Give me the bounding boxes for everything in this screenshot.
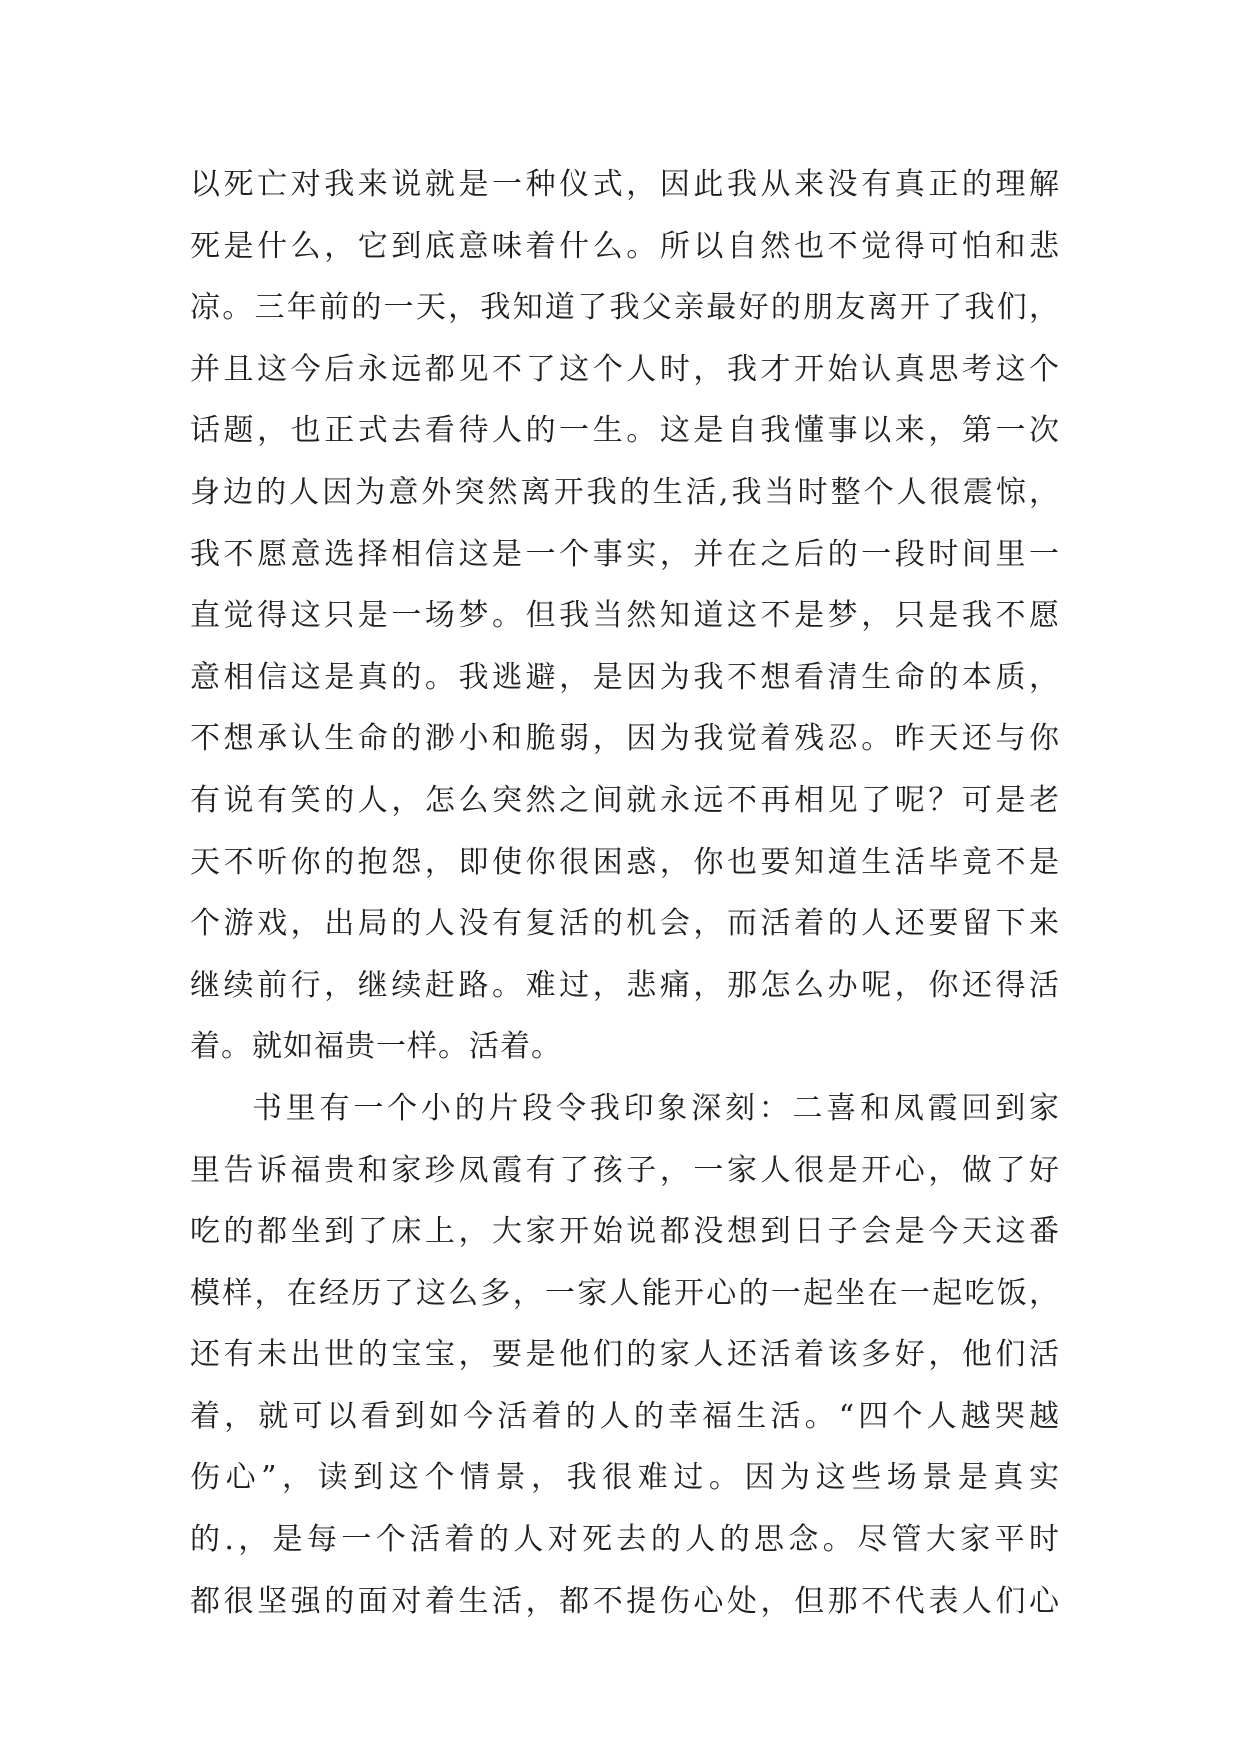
text-line: 死是什么，它到底意味着什么。所以自然也不觉得可怕和悲	[190, 228, 1060, 264]
text-line: 直觉得这只是一场梦。但我当然知道这不是梦，只是我不愿	[190, 598, 1060, 634]
paragraph-2	[190, 1078, 1060, 1632]
text-line: 不想承认生命的渺小和脆弱，因为我觉着残忍。昨天还与你	[190, 721, 1060, 757]
text-line: 的.，是每一个活着的人对死去的人的思念。尽管大家平时	[190, 1522, 1060, 1558]
text-line: 模样，在经历了这么多，一家人能开心的一起坐在一起吃饭，	[190, 1275, 1060, 1311]
document-page	[190, 154, 1060, 1632]
text-line: 意相信这是真的。我逃避，是因为我不想看清生命的本质，	[190, 659, 1060, 695]
text-line: 有说有笑的人，怎么突然之间就永远不再相见了呢？可是老	[190, 782, 1060, 818]
text-line: 天不听你的抱怨，即使你很困惑，你也要知道生活毕竟不是	[190, 844, 1060, 880]
text-line: 吃的都坐到了床上，大家开始说都没想到日子会是今天这番	[190, 1214, 1060, 1250]
text-line: 着，就可以看到如今活着的人的幸福生活。“四个人越哭越	[190, 1398, 1060, 1434]
text-line: 里告诉福贵和家珍凤霞有了孩子，一家人很是开心，做了好	[190, 1152, 1060, 1188]
text-line: 凉。三年前的一天，我知道了我父亲最好的朋友离开了我们，	[190, 290, 1060, 326]
text-line: 我不愿意选择相信这是一个事实，并在之后的一段时间里一	[190, 536, 1060, 572]
text-line: 书里有一个小的片段令我印象深刻：二喜和凤霞回到家	[252, 1090, 1060, 1126]
text-line: 伤心”，读到这个情景，我很难过。因为这些场景是真实	[190, 1460, 1060, 1496]
text-line: 都很坚强的面对着生活，都不提伤心处，但那不代表人们心	[190, 1583, 1060, 1619]
text-line: 以死亡对我来说就是一种仪式，因此我从来没有真正的理解	[190, 167, 1060, 202]
text-line: 身边的人因为意外突然离开我的生活,我当时整个人很震惊，	[190, 474, 1060, 510]
text-line: 还有未出世的宝宝，要是他们的家人还活着该多好，他们活	[190, 1337, 1060, 1373]
text-line: 着。就如福贵一样。活着。	[190, 1029, 562, 1065]
text-line: 个游戏，出局的人没有复活的机会，而活着的人还要留下来	[190, 906, 1060, 942]
text-line: 继续前行，继续赶路。难过，悲痛，那怎么办呢，你还得活	[190, 967, 1060, 1003]
text-line: 并且这今后永远都见不了这个人时，我才开始认真思考这个	[190, 351, 1060, 387]
text-line: 话题，也正式去看待人的一生。这是自我懂事以来，第一次	[190, 413, 1060, 449]
paragraph-1	[190, 154, 1060, 1078]
